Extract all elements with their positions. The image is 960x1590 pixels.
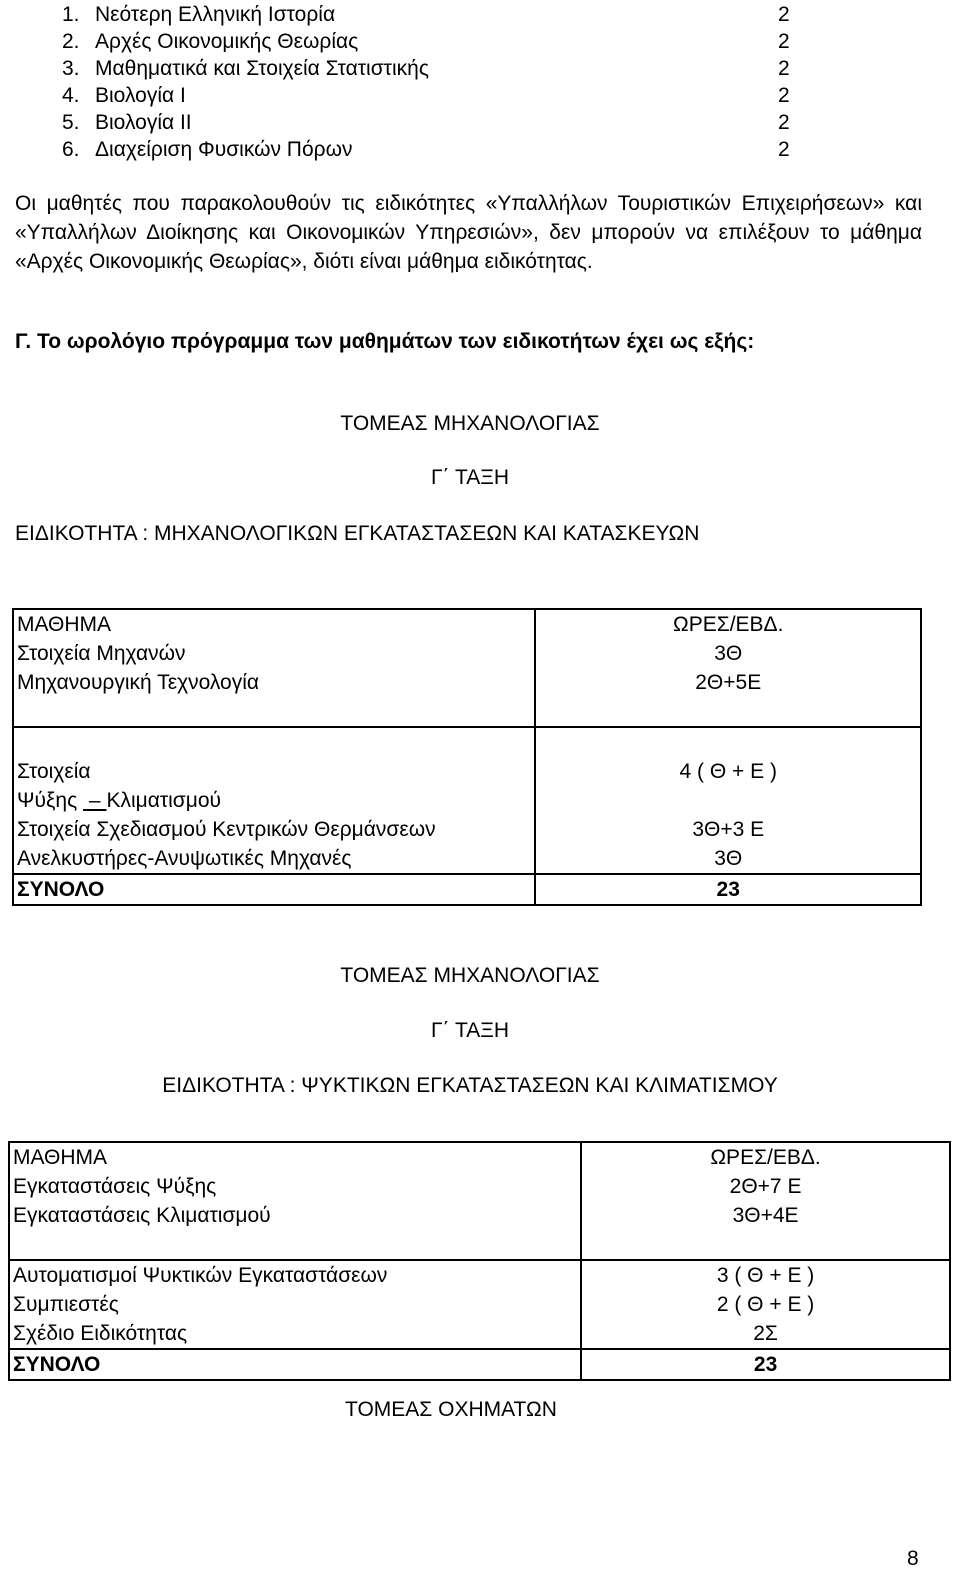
list-course-hours: 2 <box>778 84 790 107</box>
list-item <box>0 54 960 83</box>
list-number: 4. <box>62 84 80 107</box>
list-item <box>0 81 960 110</box>
hours-cell: 2Σ <box>753 1322 778 1345</box>
list-number: 2. <box>62 30 80 53</box>
list-number: 6. <box>62 138 80 161</box>
list-number: 3. <box>62 57 80 80</box>
subject-fragment: Κλιματισμού <box>106 789 222 812</box>
subject-cell: Μηχανουργική Τεχνολογία <box>17 671 260 694</box>
subject-cell: Στοιχεία Σχεδιασμού Κεντρικών Θερμάνσεων <box>17 818 436 841</box>
header-subject: ΜΑΘΗΜΑ <box>13 1146 108 1169</box>
list-item <box>0 27 960 56</box>
table-cell <box>581 1142 950 1260</box>
subject-cell: Στοιχεία <box>17 760 91 783</box>
table-cell <box>9 1260 581 1349</box>
subject-cell: Αυτοματισμοί Ψυκτικών Εγκαταστάσεων <box>13 1264 388 1287</box>
table-cell <box>535 874 921 905</box>
schedule-table <box>12 608 922 906</box>
subject-cell: Εγκαταστάσεις Κλιματισμού <box>13 1204 271 1227</box>
table-cell <box>13 609 535 727</box>
list-course-hours: 2 <box>778 111 790 134</box>
list-course-hours: 2 <box>778 3 790 26</box>
hours-cell: 3Θ <box>714 642 743 665</box>
sector-title: ΤΟΜΕΑΣ ΜΗΧΑΝΟΛΟΓΙΑΣ <box>340 412 600 435</box>
hours-cell: 2Θ+7 Ε <box>729 1175 802 1198</box>
sector-title: ΤΟΜΕΑΣ ΟΧΗΜΑΤΩΝ <box>345 1398 557 1421</box>
table-cell <box>535 609 921 727</box>
subject-cell: Ανελκυστήρες-Ανυψωτικές Μηχανές <box>17 847 352 870</box>
table-cell <box>13 874 535 905</box>
hours-cell: 4 ( Θ + Ε ) <box>679 760 777 783</box>
list-item <box>0 108 960 137</box>
hours-cell: 2Θ+5Ε <box>695 671 762 694</box>
hours-cell: 3Θ+3 Ε <box>692 818 765 841</box>
hours-cell: 2 ( Θ + Ε ) <box>716 1293 815 1316</box>
subject-cell-continued: Ψύξης – Κλιματισμού <box>17 789 222 812</box>
table-cell <box>535 727 921 874</box>
page-number: 8 <box>907 1547 919 1570</box>
list-number: 5. <box>62 111 80 134</box>
specialty-title: ΕΙΔΙΚΟΤΗΤΑ : ΜΗΧΑΝΟΛΟΓΙΚΩΝ ΕΓΚΑΤΑΣΤΑΣΕΩΝ ΚΑΙ ΚΑΤΑΣΚΕΥΩΝ <box>15 522 700 545</box>
sector-title: ΤΟΜΕΑΣ ΜΗΧΑΝΟΛΟΓΙΑΣ <box>340 964 600 987</box>
hours-cell: 3Θ+4Ε <box>732 1204 799 1227</box>
subject-cell: Στοιχεία Μηχανών <box>17 642 186 665</box>
list-course-name: Διαχείριση Φυσικών Πόρων <box>95 138 353 161</box>
table-cell <box>581 1349 950 1380</box>
subject-fragment: Ψύξης <box>17 789 78 812</box>
table-cell <box>581 1260 950 1349</box>
table-cell <box>13 727 535 874</box>
table-cell <box>9 1142 581 1260</box>
hours-cell: 3Θ <box>714 847 743 870</box>
header-subject: ΜΑΘΗΜΑ <box>17 613 112 636</box>
section-heading: Γ. Το ωρολόγιο πρόγραμμα των μαθημάτων των ειδικοτήτων έχει ως εξής: <box>15 330 755 353</box>
subject-cell: Συμπιεστές <box>13 1293 119 1316</box>
list-course-name: Αρχές Οικονομικής Θεωρίας <box>95 30 359 53</box>
list-course-hours: 2 <box>778 30 790 53</box>
list-course-name: Βιολογία ΙΙ <box>95 111 192 134</box>
total-label: ΣΥΝΟΛΟ <box>13 1353 101 1376</box>
list-course-name: Μαθηματικά και Στοιχεία Στατιστικής <box>95 57 429 80</box>
hours-cell: 3 ( Θ + Ε ) <box>716 1264 815 1287</box>
specialty-title: ΕΙΔΙΚΟΤΗΤΑ : ΨΥΚΤΙΚΩΝ ΕΓΚΑΤΑΣΤΑΣΕΩΝ ΚΑΙ ΚΛΙΜΑΤΙΣΜΟΥ <box>162 1074 778 1097</box>
list-item <box>0 135 960 164</box>
grade-title: Γ΄ ΤΑΞΗ <box>430 466 510 489</box>
list-course-name: Νεότερη Ελληνική Ιστορία <box>95 3 336 26</box>
grade-title: Γ΄ ΤΑΞΗ <box>430 1019 510 1042</box>
total-value: 23 <box>753 1353 778 1376</box>
header-hours: ΩΡΕΣ/ΕΒΔ. <box>673 613 784 636</box>
subject-cell: Εγκαταστάσεις Ψύξης <box>13 1175 217 1198</box>
total-label: ΣΥΝΟΛΟ <box>17 878 105 901</box>
list-course-name: Βιολογία Ι <box>95 84 186 107</box>
body-paragraph: Οι μαθητές που παρακολουθούν τις ειδικότητες «Υπαλλήλων Τουριστικών Επιχειρήσεων» και «Υπαλλήλων Διοίκησης και Οικονομικών Υπηρεσιών», δεν μπορούν να επιλέξουν το μάθημα «Αρχές Οικονομικής Θεωρίας», διότι είναι μάθημα ειδικότητας. <box>15 192 922 273</box>
subject-cell: Σχέδιο Ειδικότητας <box>13 1322 188 1345</box>
list-item <box>0 0 960 29</box>
list-course-hours: 2 <box>778 138 790 161</box>
header-hours: ΩΡΕΣ/ΕΒΔ. <box>710 1146 821 1169</box>
schedule-table <box>8 1141 951 1381</box>
table-cell <box>9 1349 581 1380</box>
list-number: 1. <box>62 3 80 26</box>
total-value: 23 <box>716 878 740 901</box>
list-course-hours: 2 <box>778 57 790 80</box>
